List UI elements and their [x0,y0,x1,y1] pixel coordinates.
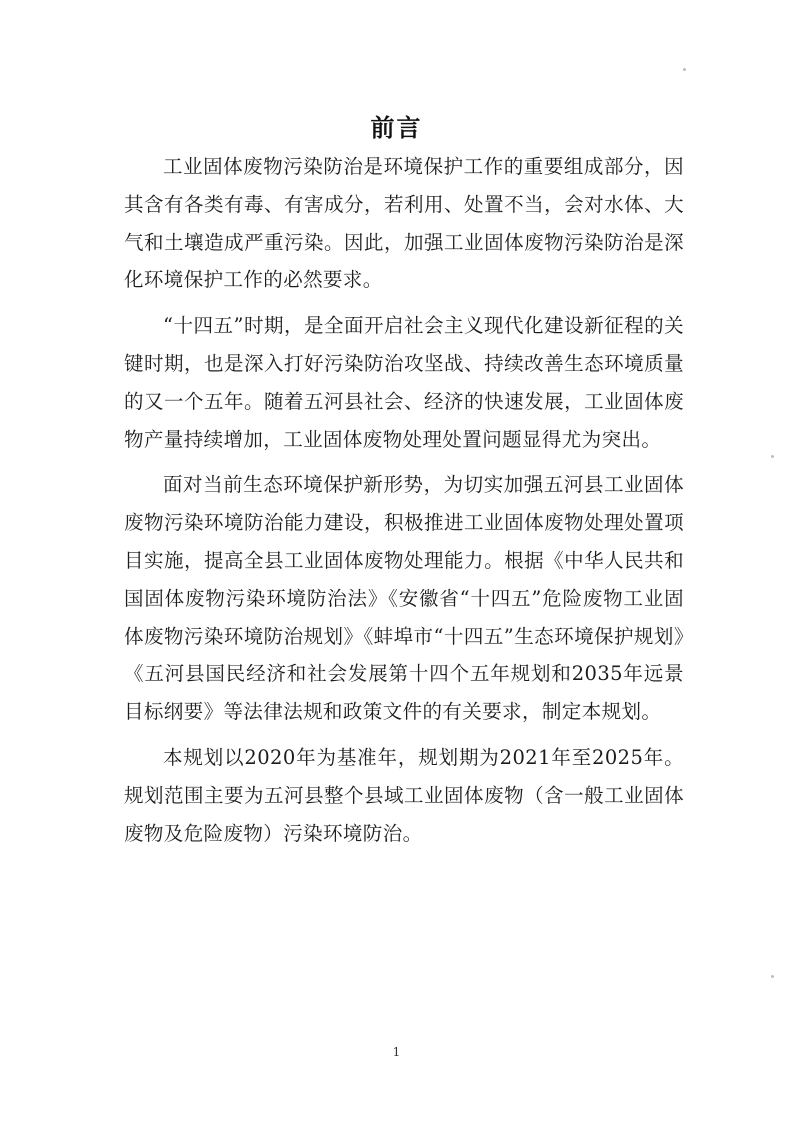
scan-speck [771,455,774,458]
page-number: 1 [392,1045,401,1059]
paragraph-basis: 面对当前生态环境保护新形势，为切实加强五河县工业固体废物污染环境防治能力建设，积极推进工业固体废物处理处置项目实施，提高全县工业固体废物处理能力。根据《中华人民共和国固体废物污染环境防治法》《安徽省“十四五”危险废物工业固体废物污染环境防治规划》《蚌埠市“十四五”生态环境保护规划》《五河县国民经济和社会发展第十四个五年规划和2035年远景目标纲要》等法律法规和政策文件的有关要求，制定本规划。 [124,473,684,724]
document-body [124,148,684,860]
paragraph-background: “十四五”时期，是全面开启社会主义现代化建设新征程的关键时期，也是深入打好污染防治攻坚战、持续改善生态环境质量的又一个五年。随着五河县社会、经济的快速发展，工业固体废物产量持续增加，工业固体废物处理处置问题显得尤为突出。 [124,314,684,451]
scan-speck [683,68,686,71]
paragraph-scope: 本规划以2020年为基准年，规划期为2021年至2025年。规划范围主要为五河县整个县域工业固体废物（含一般工业固体废物及危险废物）污染环境防治。 [124,745,684,845]
scan-speck [771,975,774,978]
page-title: 前言 [370,114,423,142]
paragraph-intro: 工业固体废物污染防治是环境保护工作的重要组成部分，因其含有各类有毒、有害成分，若利用、处置不当，会对水体、大气和土壤造成严重污染。因此，加强工业固体废物污染防治是深化环境保护工作的必然要求。 [124,155,684,292]
